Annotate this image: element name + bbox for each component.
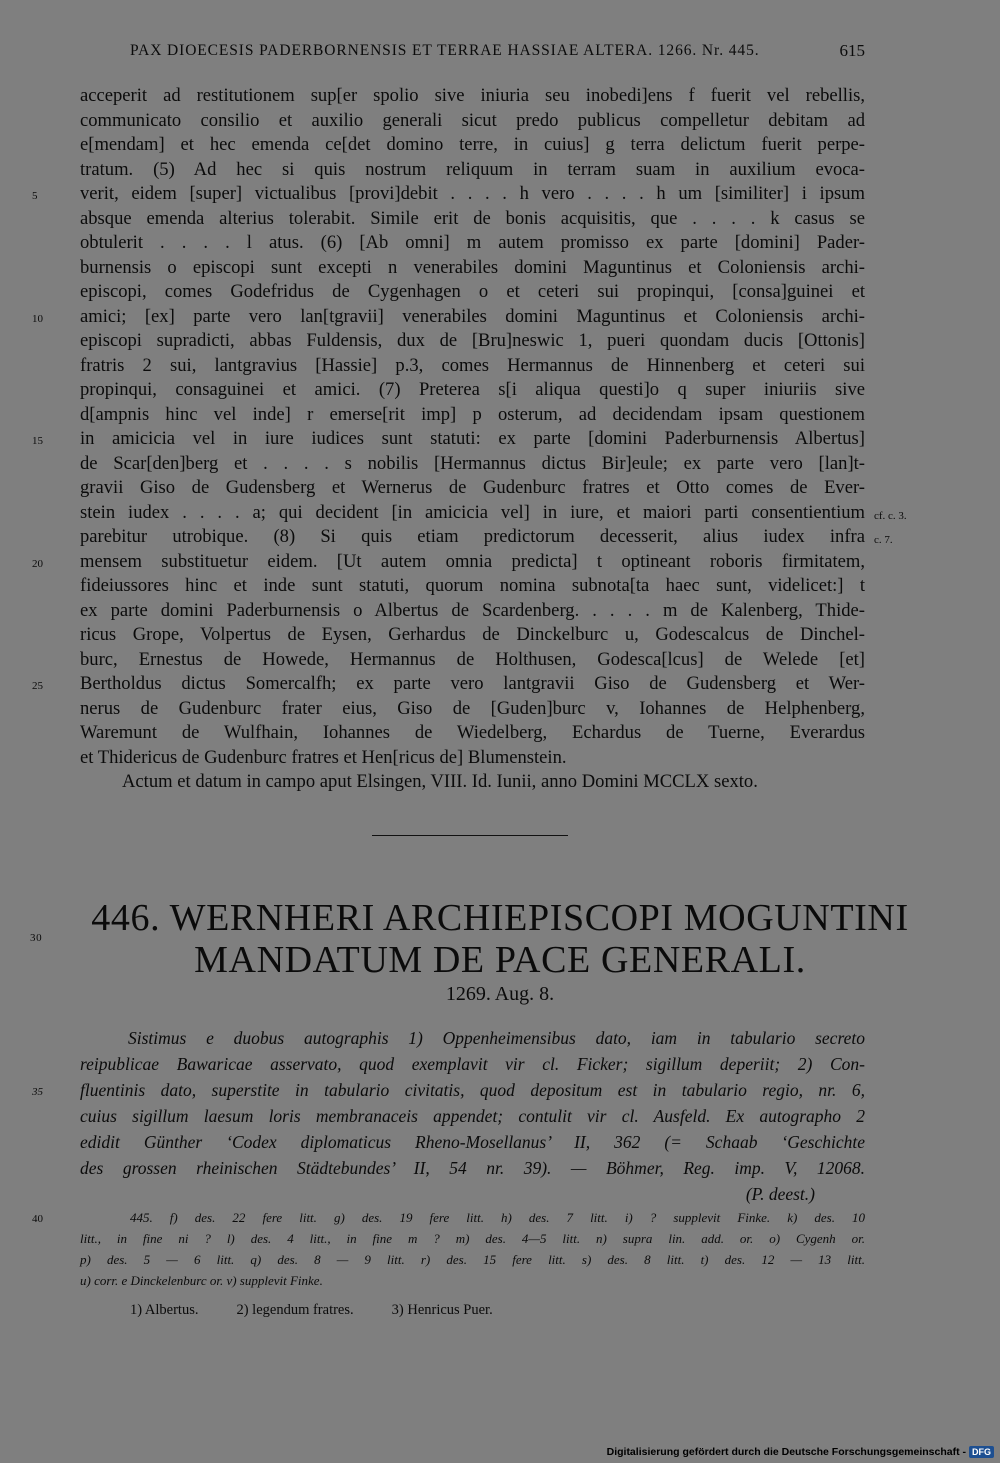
footnote: 3) Henricus Puer. — [391, 1302, 493, 1318]
footer-text: Digitalisierung gefördert durch die Deutsche Forschungsgemeinschaft - — [606, 1446, 966, 1458]
footnotes — [130, 1302, 531, 1319]
line-text: des grossen rheinischen Städtebundes’ II, 54 nr. 39). — Böhmer, Reg. imp. V, 12068. — [80, 1158, 865, 1178]
text-line — [80, 501, 907, 526]
text-line — [80, 403, 865, 428]
line-text: reipublicae Bawaricae asservato, quod exemplavit vir cl. Ficker; sigillum deperiit; 2) Con- — [80, 1054, 865, 1074]
line-number: 20 — [32, 557, 43, 570]
text-line — [80, 1025, 865, 1051]
line-number: 40 — [32, 1213, 43, 1225]
line-text: fideiussores hinc et inde sunt statuti, quorum nomina subnota[ta haec sunt, videlicet:] t — [80, 575, 865, 596]
line-text: et Thidericus de Gudenburc fratres et Hen[ricus de] Blumenstein. — [80, 746, 567, 768]
text-line — [80, 525, 893, 550]
text-line — [80, 1129, 865, 1155]
line-text: Bertholdus dictus Somercalfh; ex parte vero lantgravii Giso de Gudensberg et Wer- — [80, 673, 865, 694]
line-text: e[mendam] et hec emenda ce[det domino terre, in cuius] g terra delictum fuerit perpe- — [80, 134, 865, 155]
line-text: stein iudex . . . . a; qui decident [in amicicia vel] in iure, et maiori parti consentientium — [80, 501, 865, 523]
line-number: 5 — [32, 190, 38, 202]
text-line — [80, 158, 865, 183]
text-line — [80, 623, 865, 648]
text-line — [80, 770, 865, 795]
text-line — [80, 697, 865, 722]
line-text: in amicicia vel in iure iudices sunt statuti: ex parte [domini Paderburnensis Albertus] — [80, 428, 865, 449]
text-line — [80, 1155, 865, 1181]
line-text: absque emenda alterius tolerabit. Simile erit de bonis acquisitis, que . . . . k casus se — [80, 207, 865, 229]
line-text: communicato consilio et auxilio generali sicut predo publicus compelletur debitam ad — [80, 109, 865, 131]
critical-apparatus — [32, 1207, 865, 1291]
text-line — [80, 109, 865, 134]
line-text: d[ampnis hinc vel inde] r emerse[rit imp] p osterum, ad decidendam ipsam questionem — [80, 403, 865, 425]
line-text: episcopi, comes Godefridus de Cygenhagen o et ceteri sui propinqui, [consa]guinei et — [80, 281, 865, 302]
text-line — [80, 574, 865, 599]
margin-note: cf. c. 3. — [874, 509, 907, 522]
line-number: 30 — [30, 932, 43, 944]
line-text: episcopi supradicti, abbas Fuldensis, dux de [Bru]neswic 1, pueri quondam ducis [Ottonis] — [80, 330, 865, 351]
text-line — [80, 378, 865, 403]
line-text: de Scar[den]berg et . . . . s nobilis [Hermannus dictus Bir]eule; ex parte vero [lan]t- — [80, 452, 865, 474]
line-text: p) des. 5 — 6 litt. q) des. 8 — 9 litt. r) des. 15 fere litt. s) des. 8 litt. t) des. 12 — 13 litt. — [80, 1252, 865, 1267]
text-line — [80, 476, 865, 501]
line-text: edidit Günther ‘Codex diplomaticus Rheno-Mosellanus’ II, 362 (= Schaab ‘Geschichte — [80, 1132, 865, 1152]
footnote: 2) legendum fratres. — [236, 1302, 354, 1318]
line-text: Waremunt de Wulfhain, Iohannes de Wiedelberg, Echardus de Tuerne, Everardus — [80, 722, 865, 743]
dfg-logo-icon: DFG — [969, 1446, 994, 1458]
page-number: 615 — [839, 41, 865, 60]
text-line — [80, 84, 865, 109]
text-line — [80, 329, 865, 354]
line-text: parebitur utrobique. (8) Si quis etiam predictorum decesserit, alius iudex infra — [80, 526, 865, 547]
text-line — [32, 427, 865, 452]
line-number: 35 — [32, 1086, 43, 1098]
text-line — [80, 1181, 865, 1207]
line-text: nerus de Gudenburc frater eius, Giso de [Guden]burc v, Iohannes de Helphenberg, — [80, 697, 865, 719]
text-line — [80, 721, 865, 746]
text-line — [80, 231, 865, 256]
charter-text — [32, 84, 907, 795]
line-text: fluentinis dato, superstite in tabulario civitatis, quod depositum est in tabulario regio, nr. 6, — [80, 1080, 865, 1100]
line-text: ricus Grope, Volpertus de Eysen, Gerhardus de Dinckelburc u, Godescalcus de Dinchel- — [80, 624, 865, 645]
apparatus-line — [80, 1228, 865, 1249]
text-line — [80, 599, 865, 624]
apparatus-line — [80, 1270, 865, 1291]
text-line — [80, 354, 865, 379]
line-number: 25 — [32, 680, 43, 692]
line-text: u) corr. e Dinckelenburc or. v) supplevit Finke. — [80, 1273, 323, 1288]
text-line — [80, 1103, 865, 1129]
editorial-introduction — [32, 1025, 865, 1207]
line-text: amici; [ex] parte vero lan[tgravii] venerabiles domini Maguntinus et Coloniensis archi- — [80, 305, 865, 327]
title-line-2: MANDATUM DE PACE GENERALI. — [194, 939, 806, 981]
line-text: acceperit ad restitutionem sup[er spolio sive iniuria seu inobedi]ens f fuerit vel rebellis, — [80, 85, 865, 106]
text-line — [80, 207, 865, 232]
line-text: cuius sigillum laesum loris membranaceis appendet; contulit vir cl. Ausfeld. Ex autographo 2 — [80, 1106, 865, 1126]
line-number: 10 — [32, 312, 43, 325]
line-text: gravii Giso de Gudensberg et Wernerus de Gudenburc fratres et Otto comes de Ever- — [80, 477, 865, 498]
margin-note: c. 7. — [874, 534, 893, 546]
line-text: fratris 2 sui, lantgravius [Hassie] p.3, comes Hermannus de Hinnenberg et ceteri sui — [80, 354, 865, 376]
line-number: 15 — [32, 435, 43, 447]
line-text: obtulerit . . . . l atus. (6) [Ab omni] m autem promisso ex parte [domini] Pader- — [80, 232, 865, 253]
section-divider — [372, 835, 568, 836]
line-text: litt., in fine ni ? l) des. 4 litt., in fine m ? m) des. 4—5 litt. n) supra lin. add. or. o) Cygenh or. — [80, 1231, 865, 1246]
line-text: burnensis o episcopi sunt excepti n venerabiles domini Maguntinus et Coloniensis archi- — [80, 256, 865, 278]
text-line — [80, 452, 865, 477]
line-text: propinqui, consaguinei et amici. (7) Preterea s[i aliqua questi]o q super iniuriis sive — [80, 379, 865, 400]
text-line — [80, 746, 865, 771]
text-line — [80, 256, 865, 281]
text-line — [32, 550, 865, 575]
line-text: tratum. (5) Ad hec si quis nostrum reliquum in terram suam in auxilium evoca- — [80, 158, 865, 180]
apparatus-line — [80, 1249, 865, 1270]
text-line — [32, 305, 865, 330]
line-text: Actum et datum in campo aput Elsingen, VIII. Id. Iunii, anno Domini MCCLX sexto. — [122, 771, 758, 792]
text-line — [32, 182, 865, 207]
text-line — [32, 672, 865, 697]
document-date: 1269. Aug. 8. — [445, 983, 555, 1005]
running-header — [130, 42, 865, 60]
line-text: (P. deest.) — [745, 1184, 815, 1204]
apparatus-line — [32, 1207, 865, 1228]
title-line-1: 446. WERNHERI ARCHIEPISCOPI MOGUNTINI — [91, 897, 909, 939]
text-line — [32, 1077, 865, 1103]
footnote: 1) Albertus. — [130, 1302, 199, 1318]
line-text: Sistimus e duobus autographis 1) Oppenheimensibus dato, iam in tabulario secreto — [128, 1028, 865, 1048]
text-line — [80, 1051, 865, 1077]
line-text: ex parte domini Paderburnensis o Albertus de Scardenberg. . . . . m de Kalenberg, Thide- — [80, 599, 865, 621]
line-text: burc, Ernestus de Howede, Hermannus de Holthusen, Godesca[lcus] de Welede [et] — [80, 648, 865, 670]
text-line — [80, 648, 865, 673]
digitization-footer — [607, 1446, 994, 1458]
running-title: PAX DIOECESIS PADERBORNENSIS ET TERRAE HASSIAE ALTERA. 1266. Nr. 445. — [130, 42, 760, 59]
text-line — [80, 133, 865, 158]
document-title — [30, 897, 940, 981]
line-text: mensem substituetur eidem. [Ut autem omnia predicta] t optineant roboris firmitatem, — [80, 550, 865, 572]
line-text: 445. f) des. 22 fere litt. g) des. 19 fere litt. h) des. 7 litt. i) ? supplevit Finke. k) des. 10 — [130, 1210, 865, 1225]
line-text: verit, eidem [super] victualibus [provi]debit . . . . h vero . . . . h um [similiter] i ipsum — [80, 183, 865, 204]
text-line — [80, 280, 865, 305]
